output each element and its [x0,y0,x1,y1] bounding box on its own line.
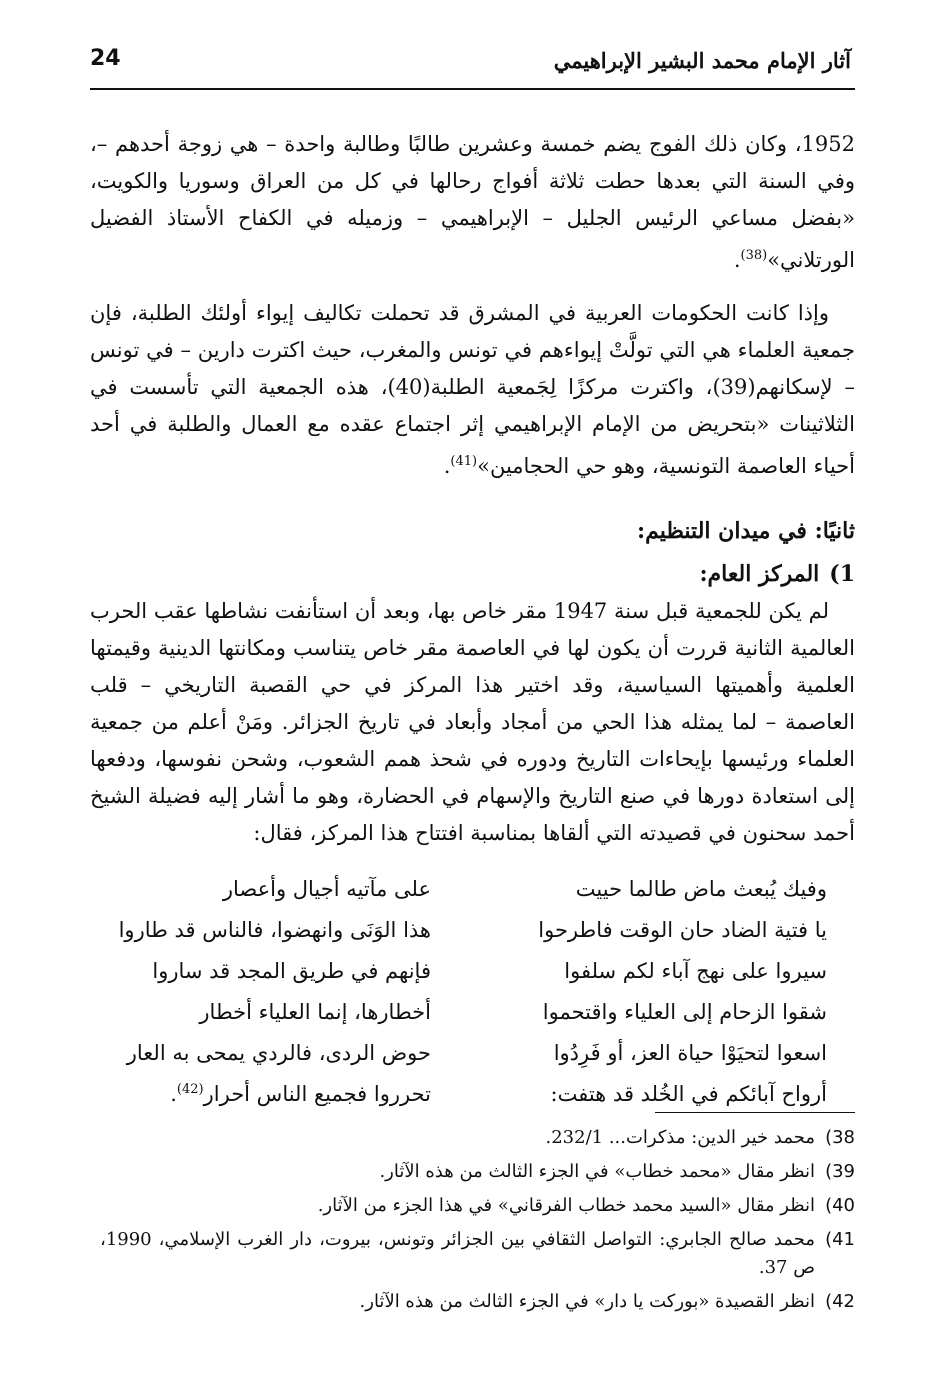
verse-first-half: سيروا على نهج آباء لكم سلفوا [564,958,827,983]
footnote [100,1124,855,1152]
footnote-ref: (42) [176,1081,204,1097]
verse-first-half: يا فتية الضاد حان الوقت فاطرحوا [538,917,827,942]
footnotes [100,1124,855,1322]
poem-verse [90,909,855,950]
page-header [90,44,855,90]
running-title: آثار الإمام محمد البشير الإبراهيمي [553,48,851,73]
footnote-number: 40) [825,1195,855,1216]
paragraph-tail: . [443,454,451,478]
paragraph-text: وإذا كانت الحكومات العربية في المشرق قد تحملت تكاليف إيواء أولئك الطلبة، فإن جمعية العلماء هي التي تولَّتْ إيواءهم في تونس والمغرب، حيث اكترت دارين – في تونس – لإسكانهم(39)، واكترت مركزًا لِجَمعية الطلبة(40)، هذه الجمعية التي تأسست في الثلاثينات «بتحريض من الإمام الإبراهيمي إثر اجتماع عقده مع العمال والطلبة في أحد أحياء العاصمة التونسية، وهو حي الحجامين» [90,301,855,478]
subsection-heading [90,557,855,591]
subsection-label: المركز العام: [699,561,820,587]
footnote-text: انظر مقال «السيد محمد خطاب الفرقاني» في هذا الجزء من الآثار. [317,1195,815,1216]
verse-first-half: شقوا الزحام إلى العلياء واقتحموا [542,999,827,1024]
footnote-text: محمد صالح الجابري: التواصل الثقافي بين الجزائر وتونس، بيروت، دار الغرب الإسلامي، 1990، ص 37. [100,1229,815,1278]
footnote-number: 38) [825,1127,855,1148]
footnote-divider [655,1112,855,1113]
verse-first-half: أرواح آبائكم في الخُلد قد هتفت: [550,1081,827,1106]
poem-verse [90,991,855,1032]
verse-second-half: فإنهم في طريق المجد قد ساروا [152,958,431,983]
verse-text: تحرروا فجميع الناس أحرار [203,1081,431,1106]
poem-verse [90,1032,855,1073]
poem-verse [90,868,855,909]
poem [90,868,855,1114]
page-body [90,126,855,1114]
footnote-text: محمد خير الدين: مذكرات... 232/1. [545,1127,815,1148]
subsection-number: 1) [829,561,855,587]
verse-first-half: وفيك يُبعث ماض طالما حييت [575,876,827,901]
footnote-text: انظر القصيدة «بوركت يا دار» في الجزء الثالث من هذه الآثار. [359,1291,815,1312]
poem-verse [90,950,855,991]
footnote-number: 41) [825,1229,855,1250]
verse-second-half: هذا الوَنَى وانهضوا، فالناس قد طاروا [118,917,431,942]
paragraph-text: لم يكن للجمعية قبل سنة 1947 مقر خاص بها، وبعد أن استأنفت نشاطها عقب الحرب العالمية الثانية قررت أن يكون لها في العاصمة مقر خاص يتناسب ومكانتها الدينية وقيمتها العلمية وأهميتها السياسية، وقد اختير هذا المركز في حي القصبة التاريخي – قلب العاصمة – لما يمثله هذا الحي من أمجاد وأبعاد في تاريخ الجزائر. ومَنْ أعلم من جمعية العلماء ورئيسها بإيحاءات التاريخ ودوره في شحذ همم الشعوب، وشحن نفوسها، ودفعها إلى استعادة دورها في صنع التاريخ والإسهام في الحضارة، وهو ما أشار إليه فضيلة الشيخ أحمد سحنون في قصيدته التي ألقاها بمناسبة افتتاح هذا المركز، فقال: [90,599,855,845]
verse-second-half: حوض الردى، فالردي يمحى به العار [126,1040,431,1065]
footnote [100,1158,855,1186]
verse-second-half [101,1082,431,1106]
footnote [100,1192,855,1220]
verse-second-half: على مآتيه أجيال وأعصار [222,876,431,901]
footnote [100,1226,855,1282]
verse-tail: . [170,1081,177,1106]
footnote-ref: (41) [450,454,478,469]
paragraph [90,126,855,279]
footnote [100,1288,855,1316]
verse-second-half: أخطارها، إنما العلياء أخطار [199,999,431,1024]
footnote-number: 42) [825,1291,855,1312]
paragraph [90,295,855,485]
paragraph-tail: . [733,248,741,272]
footnote-ref: (38) [740,248,768,263]
footnote-text: انظر مقال «محمد خطاب» في الجزء الثالث من هذه الآثار. [379,1161,815,1182]
paragraph [90,593,855,852]
verse-first-half: اسعوا لتحيَوْا حياة العز، أو فَرِدُوا [553,1040,827,1065]
footnote-number: 39) [825,1161,855,1182]
page-number: 24 [90,46,121,71]
poem-verse [90,1073,855,1114]
section-heading: ثانيًا: في ميدان التنظيم: [636,518,855,544]
paragraph-text: 1952، وكان ذلك الفوج يضم خمسة وعشرين طالبًا وطالبة واحدة – هي زوجة أحدهم –، وفي السنة التي بعدها حطت ثلاثة أفواج رحالها في كل من العراق وسوريا والكويت، «بفضل مساعي الرئيس الجليل – الإبراهيمي – وزميله في الكفاح الأستاذ الفضيل الورتلاني» [90,132,855,272]
